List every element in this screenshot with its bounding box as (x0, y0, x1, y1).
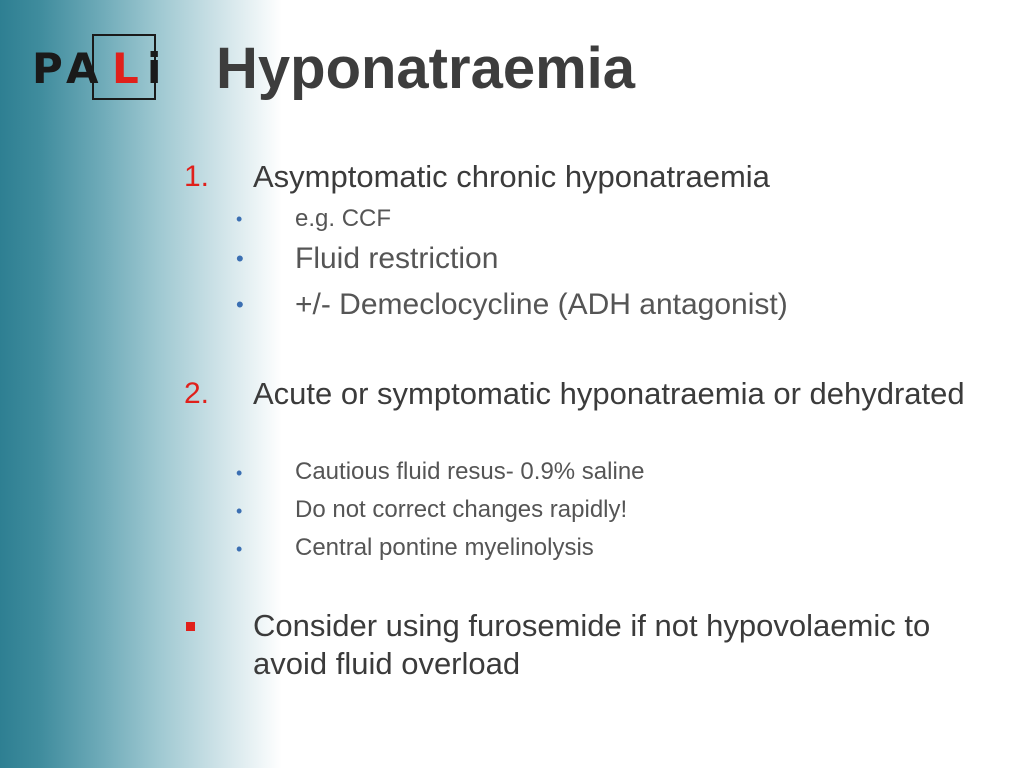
logo-letter-l: L (112, 44, 139, 93)
sub-bullet-icon: • (236, 463, 243, 483)
list-number-1: 1. (184, 160, 210, 193)
list-item-1-text: Asymptomatic chronic hyponatraemia (253, 159, 770, 194)
logo-letter-a: A (66, 44, 99, 93)
sub-item-text: Do not correct changes rapidly! (295, 496, 628, 523)
sub-item-text: e.g. CCF (295, 205, 392, 232)
sub-bullet-icon: • (236, 292, 244, 317)
side-gradient (0, 0, 282, 768)
sub-item-text: Central pontine myelinolysis (295, 534, 594, 561)
list-number-2: 2. (184, 377, 210, 410)
sub-item-text: Cautious fluid resus- 0.9% saline (295, 458, 645, 485)
list-item-2-text: Acute or symptomatic hyponatraemia or dehydrated (253, 376, 965, 411)
sub-item-text: +/- Demeclocycline (ADH antagonist) (295, 288, 788, 321)
logo-letter-p: P (32, 44, 63, 93)
slide-title: Hyponatraemia (216, 36, 636, 101)
pali-logo (32, 34, 168, 106)
sub-bullet-icon: • (236, 539, 243, 559)
list-item-3-text: Consider using furosemide if not hypovolaemic to avoid fluid overload (253, 608, 931, 681)
sub-item-text: Fluid restriction (295, 242, 499, 275)
sub-bullet-icon: • (236, 246, 244, 271)
sub-bullet-icon: • (236, 501, 243, 521)
logo-letter-i: i (147, 44, 162, 93)
square-bullet-icon (186, 622, 195, 631)
sub-bullet-icon: • (236, 209, 243, 229)
